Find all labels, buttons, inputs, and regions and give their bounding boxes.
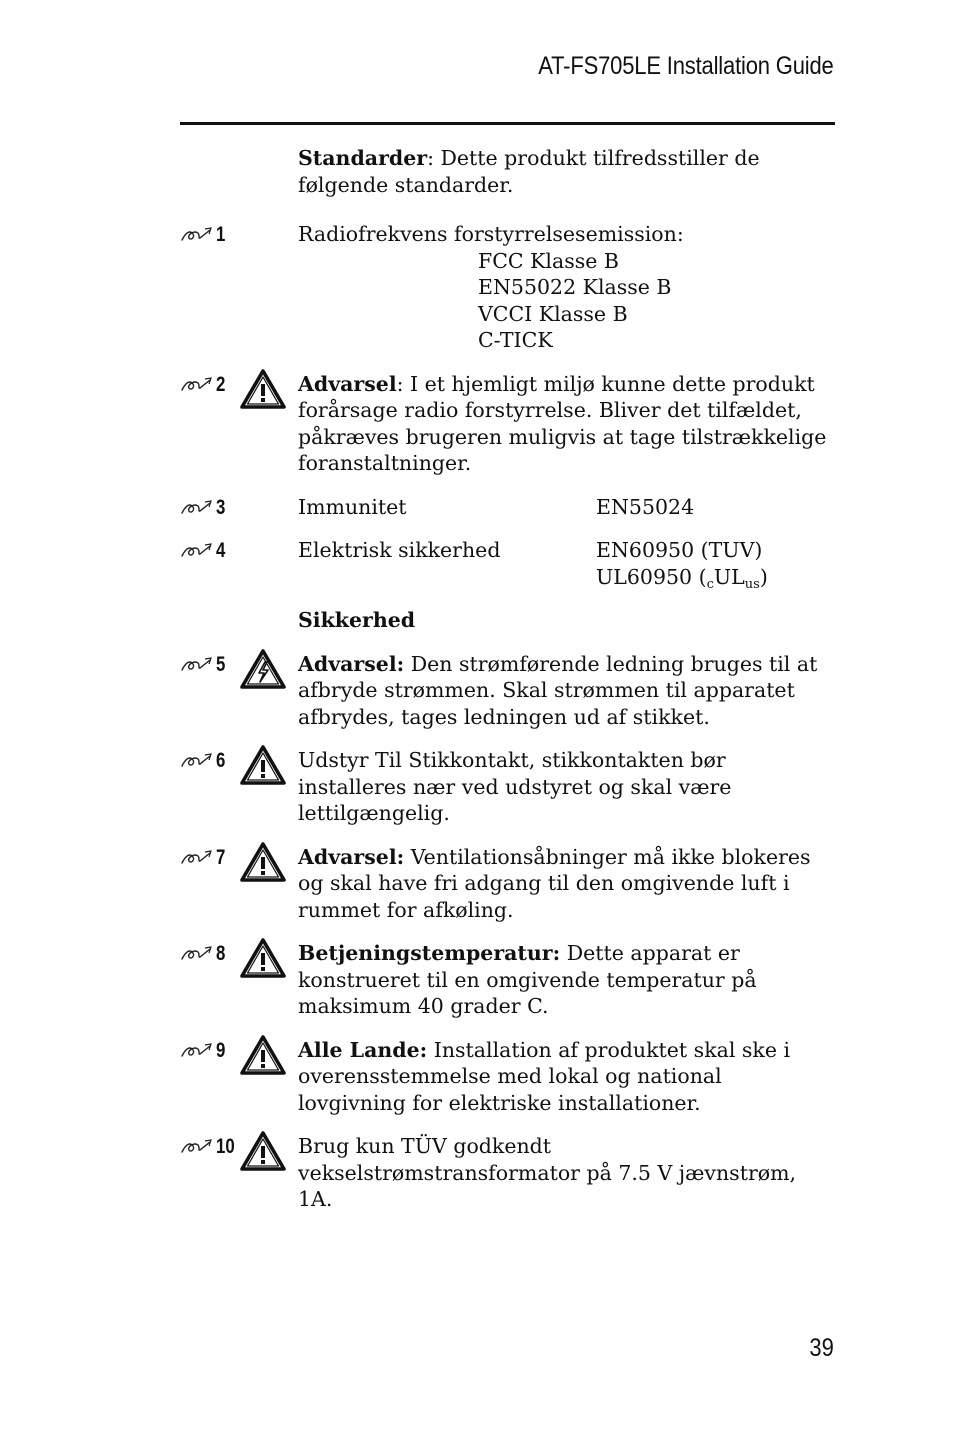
pen-icon [180,849,212,867]
item-marker [180,1040,228,1062]
item-number: 9 [216,1038,226,1062]
electric-shock-warning-icon [240,649,286,689]
item-bold-label: Advarsel [298,371,397,396]
item-bold-label: Betjeningstemperatur: [298,941,561,965]
item-text: Udstyr Til Stikkontakt, stikkontakten bør installeres nær ved udstyret og skal være lettilgængelig. [298,748,732,825]
item-value: EN60950 (TUV) [596,538,763,562]
warning-icon [240,1131,286,1171]
item-number: 5 [216,652,226,676]
item-marker [180,374,228,396]
item-number: 10 [216,1135,235,1158]
pen-icon [180,1138,212,1156]
warning-icon [240,842,286,882]
intro-text: : Dette produkt tilfredsstiller de følgende standarder. [298,146,760,197]
intro-paragraph [180,145,835,198]
warning-icon [240,1035,286,1075]
item-value-ul [596,564,835,591]
pen-icon [180,376,212,394]
ul-sub-us: us [744,576,760,592]
standard-value: C-TICK [478,328,553,352]
list-item-2 [180,371,835,477]
list-item-1 [180,221,835,354]
standard-value: FCC Klasse B [478,248,619,273]
list-item-8 [180,940,835,1020]
item-number: 1 [216,223,226,246]
header-rule [180,122,835,125]
list-item-10 [180,1133,835,1213]
running-header-title: AT-FS705LE Installation Guide [538,52,834,80]
pen-icon [180,499,212,517]
list-item-6 [180,747,835,827]
safety-heading-block [180,607,835,634]
item-label: Elektrisk sikkerhed [298,538,501,562]
pen-icon [180,752,212,770]
item-label: Immunitet [298,494,407,519]
item-marker [180,1136,239,1158]
pen-icon [180,542,212,560]
item-marker [180,943,228,965]
list-item-5 [180,651,835,731]
warning-icon [240,369,286,409]
list-item-3 [180,494,835,521]
item-text: Installation af produktet skal ske i overensstemmelse med lokal og national lovgivning for elektriske installationer. [298,1037,791,1115]
pen-icon [180,945,212,963]
item-text: : I et hjemligt miljø kunne dette produkt forårsage radio forstyrrelse. Bliver det tilfældet, påkræves brugeren muligvis at tage tilstrækkelige foranstaltninger. [298,371,827,475]
item-text: Dette apparat er konstrueret til en omgivende temperatur på maksimum 40 grader C. [298,941,757,1018]
item-text: Brug kun TÜV godkendt vekselstrømstransformator på 7.5 V jævnstrøm, 1A. [298,1134,797,1211]
item-number: 4 [216,539,226,562]
intro-label: Standarder [298,146,428,170]
pen-icon [180,1042,212,1060]
item-number: 7 [216,845,226,869]
standard-value: VCCI Klasse B [478,301,628,326]
list-item-9 [180,1037,835,1117]
item-marker [180,847,228,869]
ul-sub-c: c [706,576,714,592]
item-text: Den strømførende ledning bruges til at afbryde strømmen. Skal strømmen til apparatet afbrydes, tages ledningen ud af stikket. [298,651,818,729]
item-value: EN55024 [596,494,695,519]
item-text: Radiofrekvens forstyrrelsesemission: [298,222,684,246]
ul-prefix: UL60950 ( [596,564,707,589]
item-number: 3 [216,495,226,519]
pen-icon [180,226,212,244]
item-marker [180,750,228,772]
emission-standards [478,248,835,354]
warning-icon [240,745,286,785]
pen-icon [180,656,212,674]
item-marker [180,654,228,676]
item-text: Ventilationsåbninger må ikke blokeres og skal have fri adgang til den omgivende luft i rummet for afkøling. [298,844,811,922]
ul-mark: UL [713,564,745,589]
warning-icon [240,938,286,978]
standard-value: EN55022 Klasse B [478,275,672,299]
item-marker [180,497,228,519]
item-marker [180,540,228,562]
item-number: 2 [216,372,226,396]
page-content [180,145,835,1230]
safety-heading: Sikkerhed [298,608,416,632]
item-marker [180,224,228,246]
list-item-4 [180,537,835,590]
item-number: 8 [216,942,226,965]
item-bold-label: Alle Lande: [298,1037,428,1062]
list-item-7 [180,844,835,924]
page-number: 39 [809,1334,834,1362]
item-number: 6 [216,749,226,772]
ul-suffix: ) [759,564,768,589]
item-bold-label: Advarsel: [298,651,405,676]
item-bold-label: Advarsel: [298,844,405,869]
